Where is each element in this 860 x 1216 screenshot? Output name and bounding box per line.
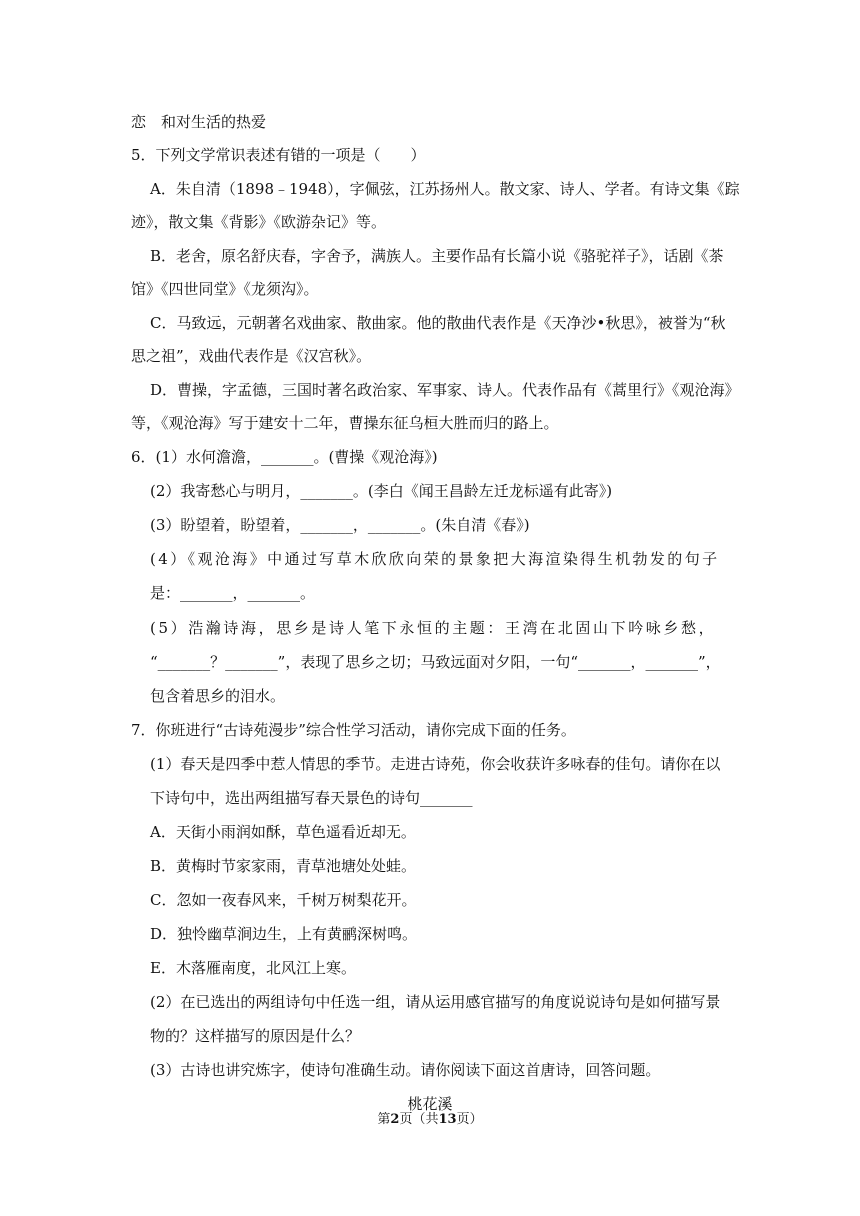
option-b-line-2: 馆》《四世同堂》《龙须沟》。 <box>131 280 319 298</box>
question-6-part-4-line-2: 是：_______，_______。 <box>150 584 316 602</box>
question-7-part-1-line-1: (1）春天是四季中惹人情思的季节。走进古诗苑，你会收获许多咏春的佳句。请你在以 <box>150 755 721 773</box>
footer-suffix: 页） <box>456 1112 483 1127</box>
footer-mid: 页（共 <box>399 1112 439 1127</box>
option-a-line-1: A．朱自清（1898﹣1948），字佩弦，江苏扬州人。散文家、诗人、学者。有诗文集《踪 <box>150 180 740 198</box>
question-7-part-3: (3）古诗也讲究炼字，使诗句准确生动。请你阅读下面这首唐诗，回答问题。 <box>150 1061 661 1079</box>
question-7-stem: 7．你班进行“古诗苑漫步”综合性学习活动，请你完成下面的任务。 <box>131 721 576 739</box>
question-6-part-1: 6．(1）水何澹澹，_______。(曹操《观沧海》) <box>131 448 438 466</box>
poem-option-b: B．黄梅时节家家雨，青草池塘处处蛙。 <box>150 857 417 875</box>
option-c-line-2: 思之祖”，戏曲代表作是《汉宫秋》。 <box>131 347 372 365</box>
question-6-part-5-line-1: (5）浩瀚诗海，思乡是诗人笔下永恒的主题：王湾在北固山下吟咏乡愁， <box>150 619 717 637</box>
question-6-part-5-line-2: “_______？_______”，表现了思乡之切；马致远面对夕阳，一句“_______，_______”， <box>150 653 721 671</box>
poem-option-e: E．木落雁南度，北风江上寒。 <box>150 959 356 977</box>
poem-option-a: A．天街小雨润如酥，草色遥看近却无。 <box>150 823 416 841</box>
question-7-part-1-line-2: 下诗句中，选出两组描写春天景色的诗句_______ <box>150 789 473 807</box>
question-6-part-5-line-3: 包含着思乡的泪水。 <box>150 687 286 705</box>
poem-option-d: D．独怜幽草涧边生，上有黄鹂深树鸣。 <box>150 925 418 943</box>
option-c-line-1: C．马致远，元朝著名戏曲家、散曲家。他的散曲代表作是《天净沙•秋思》，被誉为“秋 <box>150 314 726 332</box>
question-6-part-3: (3）盼望着，盼望着，_______，_______。(朱自清《春》) <box>150 516 530 534</box>
question-7-part-2-line-1: (2）在已选出的两组诗句中任选一组，请从运用感官描写的角度说说诗句是如何描写景 <box>150 993 721 1011</box>
option-a-line-2: 迹》，散文集《背影》《欧游杂记》等。 <box>131 213 387 231</box>
question-6-part-2: (2）我寄愁心与明月，_______。(李白《闻王昌龄左迁龙标遥有此寄》) <box>150 482 613 500</box>
footer-page-number: 2 <box>390 1112 400 1127</box>
footer-total-pages: 13 <box>438 1112 457 1127</box>
option-b-line-1: B．老舍，原名舒庆春，字舍予，满族人。主要作品有长篇小说《骆驼祥子》，话剧《茶 <box>150 247 724 265</box>
question-5-stem: 5．下列文学常识表述有错的一项是（ ） <box>131 146 426 164</box>
page-footer <box>0 1112 860 1128</box>
question-7-part-2-line-2: 物的？这样描写的原因是什么？ <box>150 1027 361 1045</box>
poem-option-c: C．忽如一夜春风来，千树万树梨花开。 <box>150 891 417 909</box>
option-d-line-1: D．曹操，字孟德，三国时著名政治家、军事家、诗人。代表作品有《蒿里行》《观沧海》 <box>150 381 740 399</box>
question-6-part-4-line-1: (4）《观沧海》中通过写草木欣欣向荣的景象把大海渲染得生机勃发的句子 <box>150 550 720 568</box>
option-d-line-2: 等，《观沧海》写于建安十二年，曹操东征乌桓大胜而归的路上。 <box>131 414 559 432</box>
footer-prefix: 第 <box>377 1112 391 1127</box>
poem-title: 桃花溪 <box>407 1095 453 1113</box>
text-line: 恋 和对生活的热爱 <box>131 113 267 131</box>
